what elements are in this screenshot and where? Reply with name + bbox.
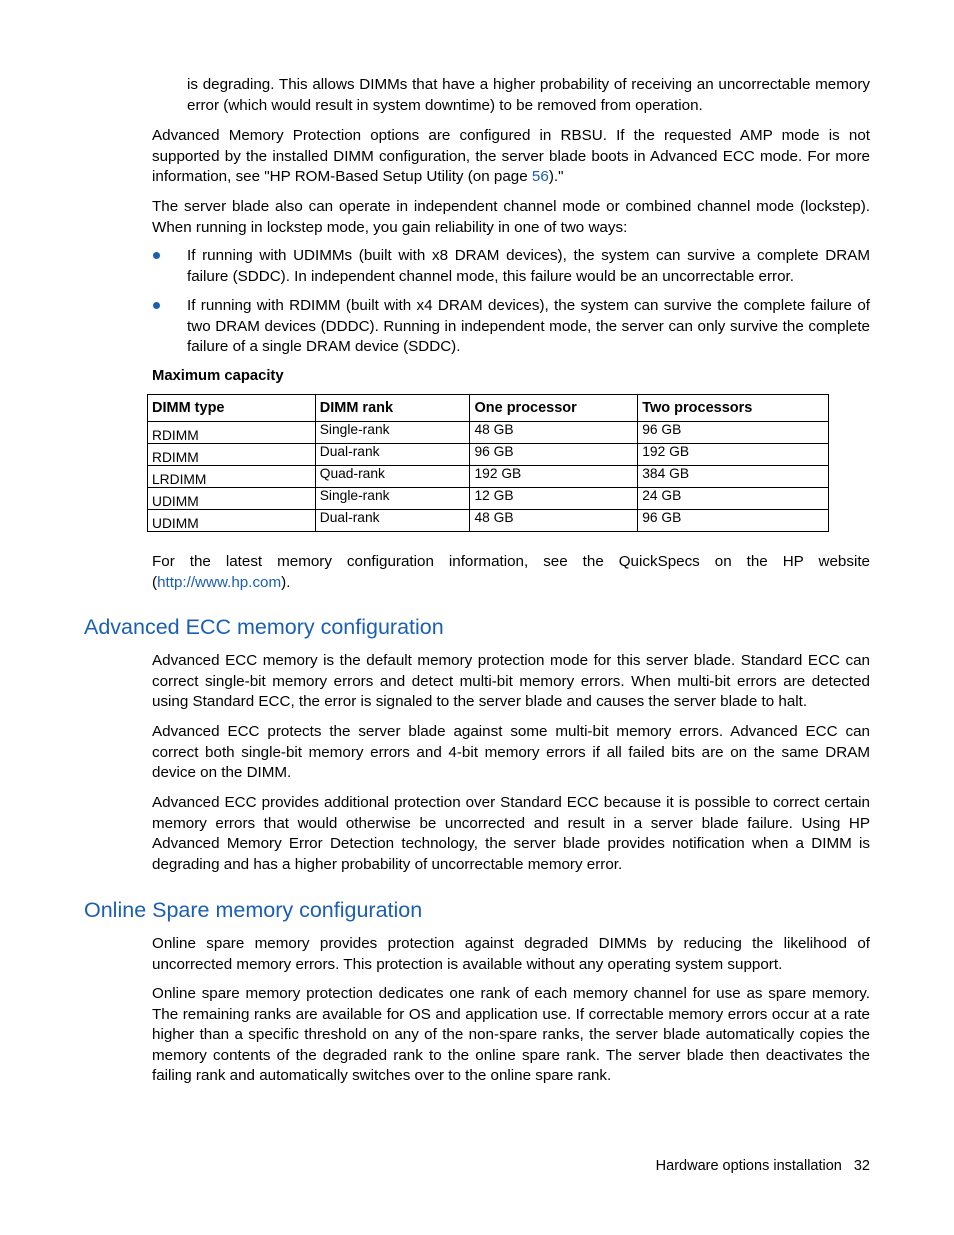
bullet-udimm: If running with UDIMMs (built with x8 DRAM devices), the system can survive a complete DRAM failure (SDDC). In independent channel mode, this failure would be an uncorrectable error. <box>187 247 870 285</box>
cell-dimm-type: LRDIMM <box>148 466 316 488</box>
header-one-processor: One processor <box>470 395 638 422</box>
bullet-rdimm: If running with RDIMM (built with x4 DRAM devices), the system can survive the complete failure of two DRAM devices (DDDC). Running in independent mode, the server can only survive the complete failure of a single DRAM device (SDDC). <box>187 297 870 356</box>
max-capacity-heading: Maximum capacity <box>152 368 284 384</box>
header-dimm-rank: DIMM rank <box>315 395 470 422</box>
quickspecs-text-before: For the latest memory configuration information, see the QuickSpecs on the HP website ( <box>152 553 870 591</box>
footer-section-title: Hardware options installation <box>655 1158 842 1174</box>
table-row <box>148 422 829 444</box>
cell-one-processor: 96 GB <box>470 444 638 466</box>
cell-dimm-type: RDIMM <box>148 444 316 466</box>
amp-text-after: )." <box>548 168 564 186</box>
table-header-row <box>148 395 829 422</box>
online-spare-paragraph-1: Online spare memory provides protection against degraded DIMMs by reducing the likelihood of uncorrected memory errors. This protection is available without any operating system support. <box>152 935 870 973</box>
online-spare-heading: Online Spare memory configuration <box>84 898 423 922</box>
cell-two-processors: 384 GB <box>638 466 829 488</box>
cell-two-processors: 24 GB <box>638 488 829 510</box>
header-two-processors: Two processors <box>638 395 829 422</box>
table-row <box>148 466 829 488</box>
header-dimm-type: DIMM type <box>148 395 316 422</box>
table-row <box>148 444 829 466</box>
online-spare-paragraph-2: Online spare memory protection dedicates one rank of each memory channel for use as spare memory. The remaining ranks are available for OS and application use. If correctable memory errors occur at a rate higher than a specific threshold on any of the non-spare ranks, the server blade automatically copies the memory contents of the degraded rank to the online spare rank. The server blade then deactivates the failing rank and automatically switches over to the online spare rank. <box>152 985 870 1085</box>
advanced-ecc-paragraph-2: Advanced ECC protects the server blade against some multi-bit memory errors. Advanced ECC can correct both single-bit memory errors and 4-bit memory errors if all failed bits are on the same DRAM device on the DIMM. <box>152 723 870 782</box>
quickspecs-paragraph <box>152 552 870 593</box>
cell-one-processor: 12 GB <box>470 488 638 510</box>
table-row <box>148 510 829 532</box>
advanced-ecc-paragraph-1: Advanced ECC memory is the default memory protection mode for this server blade. Standard ECC can correct single-bit memory errors and detect multi-bit memory errors. When multi-bit errors are detected using Standard ECC, the error is signaled to the server blade and causes the server blade to halt. <box>152 652 870 711</box>
hp-website-link[interactable]: http://www.hp.com <box>157 573 282 591</box>
cell-two-processors: 192 GB <box>638 444 829 466</box>
bullet-icon <box>152 296 162 316</box>
page-footer <box>656 1158 870 1174</box>
cell-one-processor: 192 GB <box>470 466 638 488</box>
cell-dimm-type: UDIMM <box>148 510 316 532</box>
amp-paragraph <box>152 126 870 188</box>
page-number: 32 <box>853 1158 870 1174</box>
amp-text-before: Advanced Memory Protection options are configured in RBSU. If the requested AMP mode is not supported by the installed DIMM configuration, the server blade boots in Advanced ECC mode. For more information, see "HP ROM-Based Setup Utility (on page <box>152 127 870 186</box>
advanced-ecc-heading: Advanced ECC memory configuration <box>84 615 444 639</box>
table-row <box>148 488 829 510</box>
cell-two-processors: 96 GB <box>638 422 829 444</box>
bullet-icon <box>152 246 162 266</box>
advanced-ecc-paragraph-3: Advanced ECC provides additional protection over Standard ECC because it is possible to correct certain memory errors that would otherwise be uncorrected and result in a server blade failure. Using HP Advanced Memory Error Detection technology, the server blade provides notification when a DIMM is degrading and has a higher probability of uncorrectable memory error. <box>152 794 870 873</box>
cell-dimm-type: RDIMM <box>148 422 316 444</box>
cell-one-processor: 48 GB <box>470 422 638 444</box>
cell-two-processors: 96 GB <box>638 510 829 532</box>
lockstep-paragraph: The server blade also can operate in independent channel mode or combined channel mode (lockstep). When running in lockstep mode, you gain reliability in one of two ways: <box>152 198 870 236</box>
max-capacity-table <box>147 394 829 532</box>
intro-continuation: is degrading. This allows DIMMs that have a higher probability of receiving an uncorrectable memory error (which would result in system downtime) to be removed from operation. <box>187 76 870 114</box>
page-56-link[interactable]: 56 <box>531 168 549 186</box>
cell-dimm-type: UDIMM <box>148 488 316 510</box>
cell-one-processor: 48 GB <box>470 510 638 532</box>
cell-dimm-rank: Dual-rank <box>315 444 470 466</box>
cell-dimm-rank: Single-rank <box>315 422 470 444</box>
cell-dimm-rank: Single-rank <box>315 488 470 510</box>
cell-dimm-rank: Quad-rank <box>315 466 470 488</box>
quickspecs-text-after: ). <box>281 573 291 591</box>
cell-dimm-rank: Dual-rank <box>315 510 470 532</box>
